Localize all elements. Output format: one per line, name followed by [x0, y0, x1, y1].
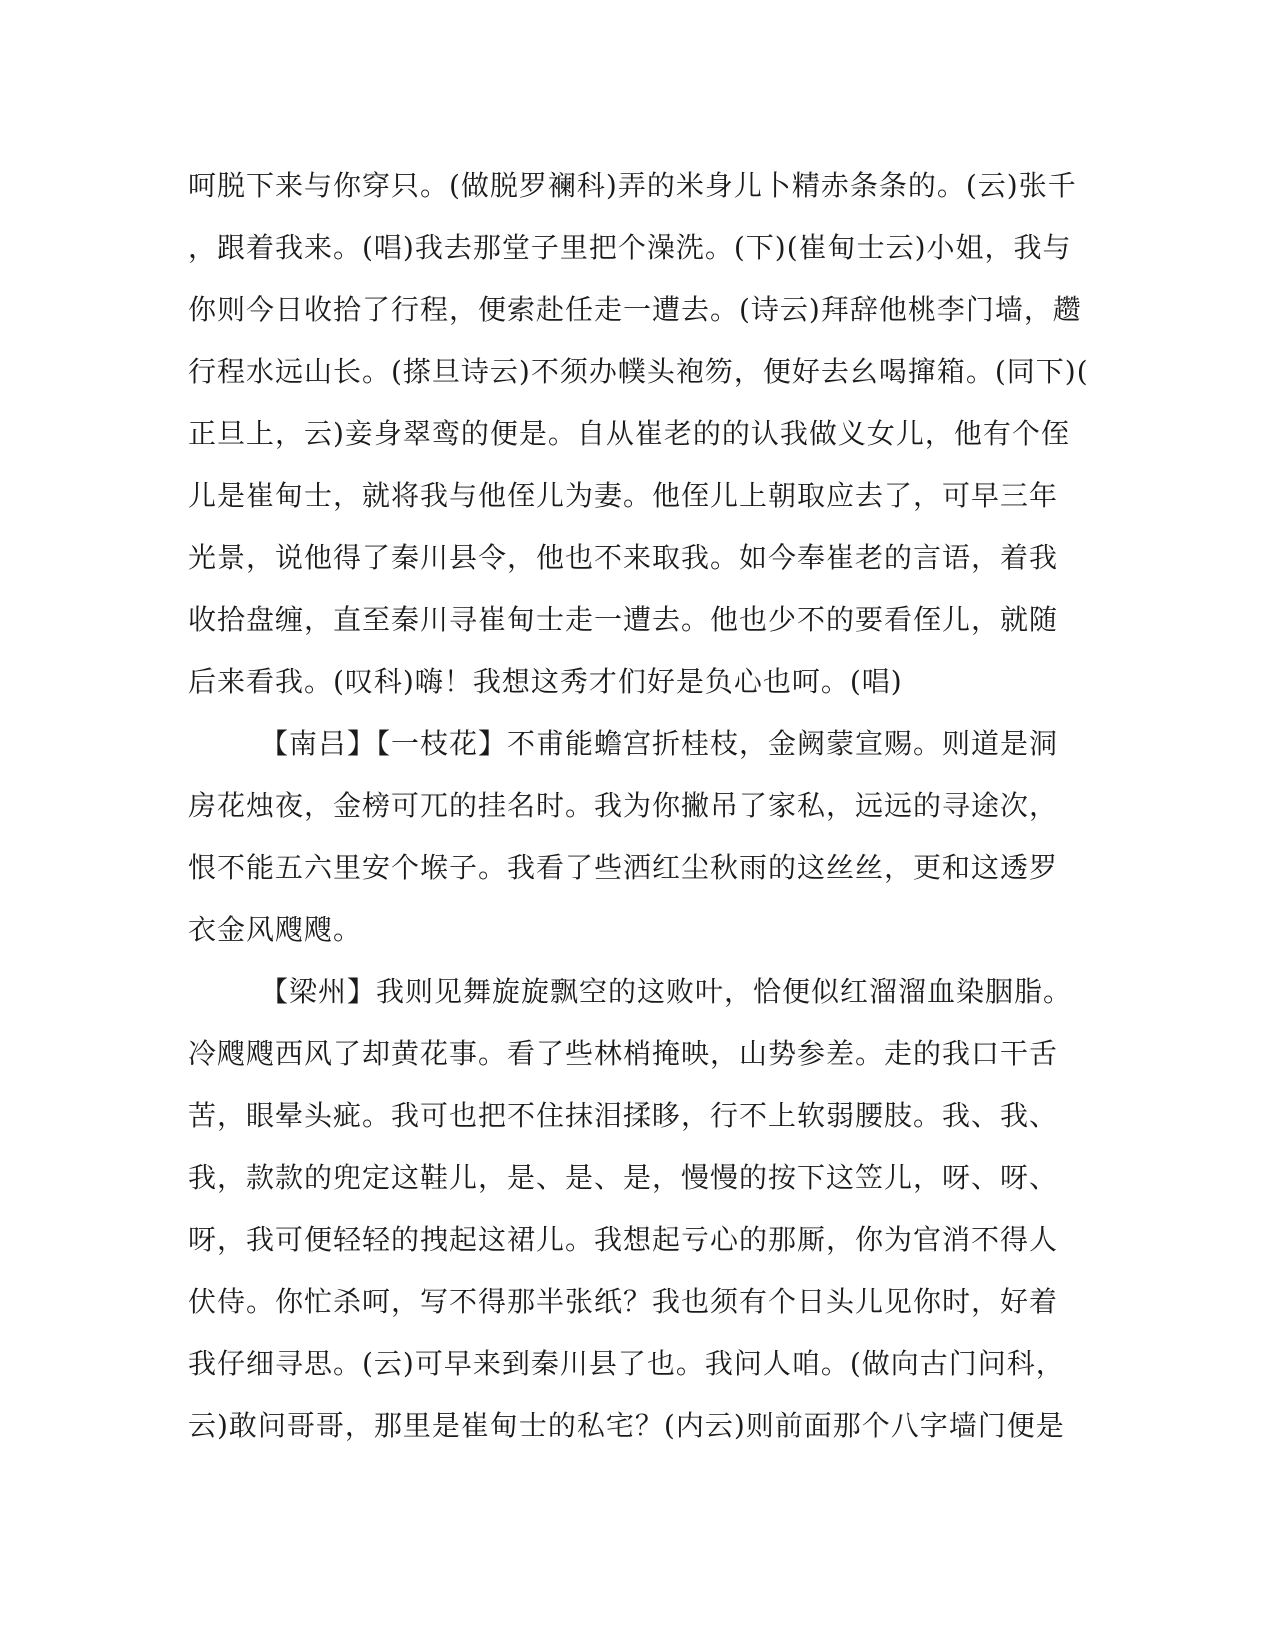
document-body: [188, 155, 1088, 1457]
text-line: 房花烛夜，金榜可兀的挂名时。我为你撇吊了家私，远远的寻途次，: [188, 789, 1059, 822]
paragraph-3: [188, 961, 1088, 1457]
text-line: 我，款款的兜定这鞋儿，是、是、是，慢慢的按下这笠儿，呀、呀、: [188, 1161, 1059, 1194]
text-line: 苦，眼晕头疵。我可也把不住抹泪揉眵，行不上软弱腰肢。我、我、: [188, 1099, 1059, 1132]
text-line: 你则今日收拾了行程，便索赴任走一遭去。(诗云)拜辞他桃李门墙，趱: [188, 293, 1082, 326]
paragraph-2: [188, 713, 1088, 961]
text-line: 光景，说他得了秦川县令，他也不来取我。如今奉崔老的言语，着我: [188, 541, 1059, 574]
text-line: 呵脱下来与你穿只。(做脱罗襕科)弄的米身儿卜精赤条条的。(云)张千: [188, 169, 1077, 202]
text-line: 儿是崔甸士，就将我与他侄儿为妻。他侄儿上朝取应去了，可早三年: [188, 479, 1059, 512]
text-line: 【梁州】我则见舞旋旋飘空的这败叶，恰便似红溜溜血染胭脂。: [260, 975, 1073, 1008]
text-line: 收拾盘缠，直至秦川寻崔甸士走一遭去。他也少不的要看侄儿，就随: [188, 603, 1059, 636]
text-line: 伏侍。你忙杀呵，写不得那半张纸？我也须有个日头儿见你时，好着: [188, 1285, 1059, 1318]
text-line: 正旦上，云)妾身翠鸾的便是。自从崔老的的认我做义女儿，他有个侄: [188, 417, 1070, 450]
text-line: 衣金风飕飕。: [188, 913, 363, 946]
text-line: 行程水远山长。(搽旦诗云)不须办幞头袍笏，便好去幺喝撺箱。(同下)(: [188, 355, 1089, 388]
text-line: 冷飕飕西风了却黄花事。看了些林梢掩映，山势参差。走的我口干舌: [188, 1037, 1059, 1070]
text-line: 后来看我。(叹科)嗨！我想这秀才们好是负心也呵。(唱): [188, 665, 903, 698]
text-line: ，跟着我来。(唱)我去那堂子里把个澡洗。(下)(崔甸士云)小姐，我与: [188, 231, 1072, 264]
paragraph-1: [188, 155, 1088, 713]
text-line: 呀，我可便轻轻的拽起这裙儿。我想起亏心的那厮，你为官消不得人: [188, 1223, 1059, 1256]
text-line: 我仔细寻思。(云)可早来到秦川县了也。我问人咱。(做向古门问科，: [188, 1347, 1065, 1380]
text-line: 恨不能五六里安个堠子。我看了些洒红尘秋雨的这丝丝，更和这透罗: [188, 851, 1059, 884]
text-line: 云)敢问哥哥，那里是崔甸士的私宅？(内云)则前面那个八字墙门便是: [188, 1409, 1065, 1442]
text-line: 【南吕】【一枝花】不甫能蟾宫折桂枝，金阙蒙宣赐。则道是洞: [260, 727, 1059, 760]
